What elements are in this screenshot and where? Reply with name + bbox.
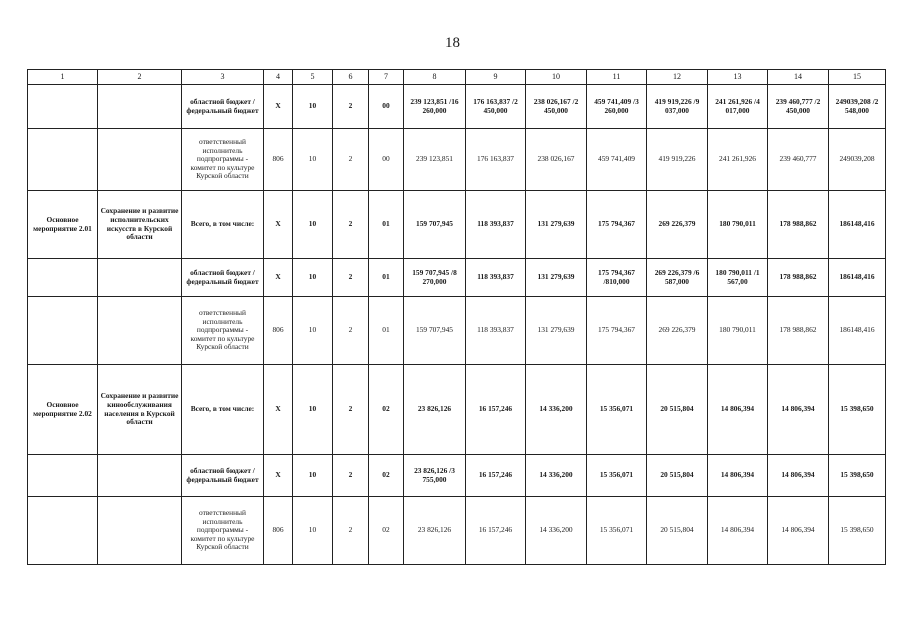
table-cell-col-1 — [28, 497, 98, 565]
table-cell-col-2 — [98, 85, 182, 129]
table-cell-col-7: 00 — [369, 85, 404, 129]
table-cell-col-7: 00 — [369, 129, 404, 191]
table-cell-col-14: 14 806,394 — [768, 497, 829, 565]
table-cell-col-11: 459 741,409 — [587, 129, 647, 191]
table-cell-col-3: ответственный исполнитель подпрограммы - комитет по культуре Курской области — [182, 497, 264, 565]
table-cell-col-10: 131 279,639 — [526, 297, 587, 365]
table-cell-col-8: 159 707,945 — [404, 297, 466, 365]
table-cell-col-5: 10 — [293, 455, 333, 497]
table-cell-col-2 — [98, 455, 182, 497]
table-cell-col-9: 118 393,837 — [466, 191, 526, 259]
table-cell-col-3: областной бюджет /федеральный бюджет — [182, 455, 264, 497]
table-cell-col-10: 238 026,167 — [526, 129, 587, 191]
table-cell-col-3: Всего, в том числе: — [182, 191, 264, 259]
table-cell-col-1 — [28, 85, 98, 129]
table-cell-col-11: 15 356,071 — [587, 365, 647, 455]
table-cell-col-4: 806 — [264, 297, 293, 365]
table-cell-col-12: 20 515,804 — [647, 365, 708, 455]
table-cell-col-14: 14 806,394 — [768, 455, 829, 497]
table-cell-col-10: 238 026,167 /2 450,000 — [526, 85, 587, 129]
column-number-row — [28, 70, 886, 85]
table-row — [28, 191, 886, 259]
table-cell-col-7: 01 — [369, 297, 404, 365]
table-row — [28, 497, 886, 565]
table-cell-col-5: 10 — [293, 85, 333, 129]
column-header: 15 — [829, 70, 886, 85]
table-cell-col-15: 15 398,650 — [829, 365, 886, 455]
table-cell-col-13: 14 806,394 — [708, 455, 768, 497]
table-cell-col-13: 14 806,394 — [708, 365, 768, 455]
column-header: 8 — [404, 70, 466, 85]
table-cell-col-3: ответственный исполнитель подпрограммы - комитет по культуре Курской области — [182, 297, 264, 365]
table-cell-col-4: X — [264, 455, 293, 497]
table-cell-col-2 — [98, 129, 182, 191]
column-header: 13 — [708, 70, 768, 85]
table-cell-col-9: 16 157,246 — [466, 365, 526, 455]
table-cell-col-13: 14 806,394 — [708, 497, 768, 565]
table-cell-col-2 — [98, 259, 182, 297]
table-cell-col-9: 16 157,246 — [466, 497, 526, 565]
table-cell-col-4: X — [264, 191, 293, 259]
table-cell-col-10: 14 336,200 — [526, 497, 587, 565]
table-cell-col-2 — [98, 297, 182, 365]
table-cell-col-5: 10 — [293, 497, 333, 565]
table-cell-col-10: 131 279,639 — [526, 191, 587, 259]
table-cell-col-12: 419 919,226 — [647, 129, 708, 191]
table-cell-col-4: 806 — [264, 129, 293, 191]
table-row — [28, 365, 886, 455]
table-cell-col-11: 175 794,367 — [587, 191, 647, 259]
table-cell-col-1 — [28, 129, 98, 191]
page-number: 18 — [445, 35, 460, 51]
table-cell-col-1: Основное мероприятие 2.02 — [28, 365, 98, 455]
table-cell-col-14: 239 460,777 /2 450,000 — [768, 85, 829, 129]
table-cell-col-7: 02 — [369, 455, 404, 497]
table-cell-col-6: 2 — [333, 297, 369, 365]
table-cell-col-11: 459 741,409 /3 260,000 — [587, 85, 647, 129]
table-cell-col-15: 186148,416 — [829, 259, 886, 297]
table-cell-col-10: 14 336,200 — [526, 365, 587, 455]
column-header: 1 — [28, 70, 98, 85]
table-cell-col-7: 02 — [369, 497, 404, 565]
column-header: 11 — [587, 70, 647, 85]
table-cell-col-1 — [28, 297, 98, 365]
table-cell-col-5: 10 — [293, 129, 333, 191]
column-header: 4 — [264, 70, 293, 85]
table-row — [28, 259, 886, 297]
table-cell-col-14: 178 988,862 — [768, 297, 829, 365]
table-cell-col-1 — [28, 455, 98, 497]
table-cell-col-9: 176 163,837 /2 450,000 — [466, 85, 526, 129]
table-cell-col-13: 241 261,926 /4 017,000 — [708, 85, 768, 129]
table-cell-col-13: 241 261,926 — [708, 129, 768, 191]
table-cell-col-8: 159 707,945 — [404, 191, 466, 259]
table-cell-col-9: 176 163,837 — [466, 129, 526, 191]
table-cell-col-2: Сохранение и развитие исполнительских искусств в Курской области — [98, 191, 182, 259]
table-cell-col-3: Всего, в том числе: — [182, 365, 264, 455]
table-cell-col-2 — [98, 497, 182, 565]
table-cell-col-8: 239 123,851 /16 260,000 — [404, 85, 466, 129]
table-cell-col-12: 419 919,226 /9 037,000 — [647, 85, 708, 129]
table-cell-col-12: 20 515,804 — [647, 497, 708, 565]
table-cell-col-15: 249039,208 /2 548,000 — [829, 85, 886, 129]
table-cell-col-15: 186148,416 — [829, 191, 886, 259]
table-row — [28, 129, 886, 191]
table-cell-col-6: 2 — [333, 365, 369, 455]
table-cell-col-8: 23 826,126 /3 755,000 — [404, 455, 466, 497]
table-cell-col-15: 186148,416 — [829, 297, 886, 365]
table-cell-col-6: 2 — [333, 259, 369, 297]
table-cell-col-4: X — [264, 365, 293, 455]
table-cell-col-11: 175 794,367 — [587, 297, 647, 365]
table-cell-col-4: 806 — [264, 497, 293, 565]
table-cell-col-12: 20 515,804 — [647, 455, 708, 497]
column-header: 7 — [369, 70, 404, 85]
table-cell-col-11: 15 356,071 — [587, 497, 647, 565]
table-cell-col-15: 15 398,650 — [829, 497, 886, 565]
table-cell-col-14: 178 988,862 — [768, 191, 829, 259]
column-header: 2 — [98, 70, 182, 85]
table-cell-col-5: 10 — [293, 191, 333, 259]
table-cell-col-6: 2 — [333, 85, 369, 129]
table-cell-col-8: 23 826,126 — [404, 497, 466, 565]
table-cell-col-13: 180 790,011 — [708, 297, 768, 365]
table-cell-col-2: Сохранение и развитие кинообслуживания населения в Курской области — [98, 365, 182, 455]
table-cell-col-8: 159 707,945 /8 270,000 — [404, 259, 466, 297]
table-cell-col-4: X — [264, 259, 293, 297]
table-cell-col-10: 131 279,639 — [526, 259, 587, 297]
table-cell-col-14: 239 460,777 — [768, 129, 829, 191]
table-cell-col-9: 16 157,246 — [466, 455, 526, 497]
table-cell-col-11: 15 356,071 — [587, 455, 647, 497]
column-header: 5 — [293, 70, 333, 85]
table-cell-col-12: 269 226,379 /6 587,000 — [647, 259, 708, 297]
table-cell-col-5: 10 — [293, 365, 333, 455]
table-row — [28, 297, 886, 365]
table-cell-col-15: 15 398,650 — [829, 455, 886, 497]
table-cell-col-6: 2 — [333, 191, 369, 259]
budget-table — [27, 69, 886, 565]
table-cell-col-5: 10 — [293, 297, 333, 365]
table-cell-col-12: 269 226,379 — [647, 297, 708, 365]
table-cell-col-5: 10 — [293, 259, 333, 297]
table-cell-col-3: областной бюджет /федеральный бюджет — [182, 85, 264, 129]
table-cell-col-10: 14 336,200 — [526, 455, 587, 497]
table-cell-col-7: 01 — [369, 259, 404, 297]
table-cell-col-14: 14 806,394 — [768, 365, 829, 455]
table-cell-col-3: ответственный исполнитель подпрограммы - комитет по культуре Курской области — [182, 129, 264, 191]
table-cell-col-9: 118 393,837 — [466, 297, 526, 365]
table-row — [28, 455, 886, 497]
table-cell-col-9: 118 393,837 — [466, 259, 526, 297]
table-cell-col-1: Основное мероприятие 2.01 — [28, 191, 98, 259]
table-cell-col-13: 180 790,011 — [708, 191, 768, 259]
column-header: 14 — [768, 70, 829, 85]
table-cell-col-14: 178 988,862 — [768, 259, 829, 297]
table-cell-col-7: 01 — [369, 191, 404, 259]
column-header: 12 — [647, 70, 708, 85]
table-cell-col-7: 02 — [369, 365, 404, 455]
table-cell-col-12: 269 226,379 — [647, 191, 708, 259]
column-header: 10 — [526, 70, 587, 85]
table-cell-col-4: X — [264, 85, 293, 129]
table-cell-col-6: 2 — [333, 497, 369, 565]
column-header: 9 — [466, 70, 526, 85]
table-cell-col-6: 2 — [333, 455, 369, 497]
table-cell-col-3: областной бюджет /федеральный бюджет — [182, 259, 264, 297]
table-cell-col-6: 2 — [333, 129, 369, 191]
table-cell-col-8: 23 826,126 — [404, 365, 466, 455]
column-header: 6 — [333, 70, 369, 85]
table-cell-col-8: 239 123,851 — [404, 129, 466, 191]
table-cell-col-11: 175 794,367 /810,000 — [587, 259, 647, 297]
column-header: 3 — [182, 70, 264, 85]
table-cell-col-1 — [28, 259, 98, 297]
table-cell-col-15: 249039,208 — [829, 129, 886, 191]
table-row — [28, 85, 886, 129]
table-cell-col-13: 180 790,011 /1 567,00 — [708, 259, 768, 297]
